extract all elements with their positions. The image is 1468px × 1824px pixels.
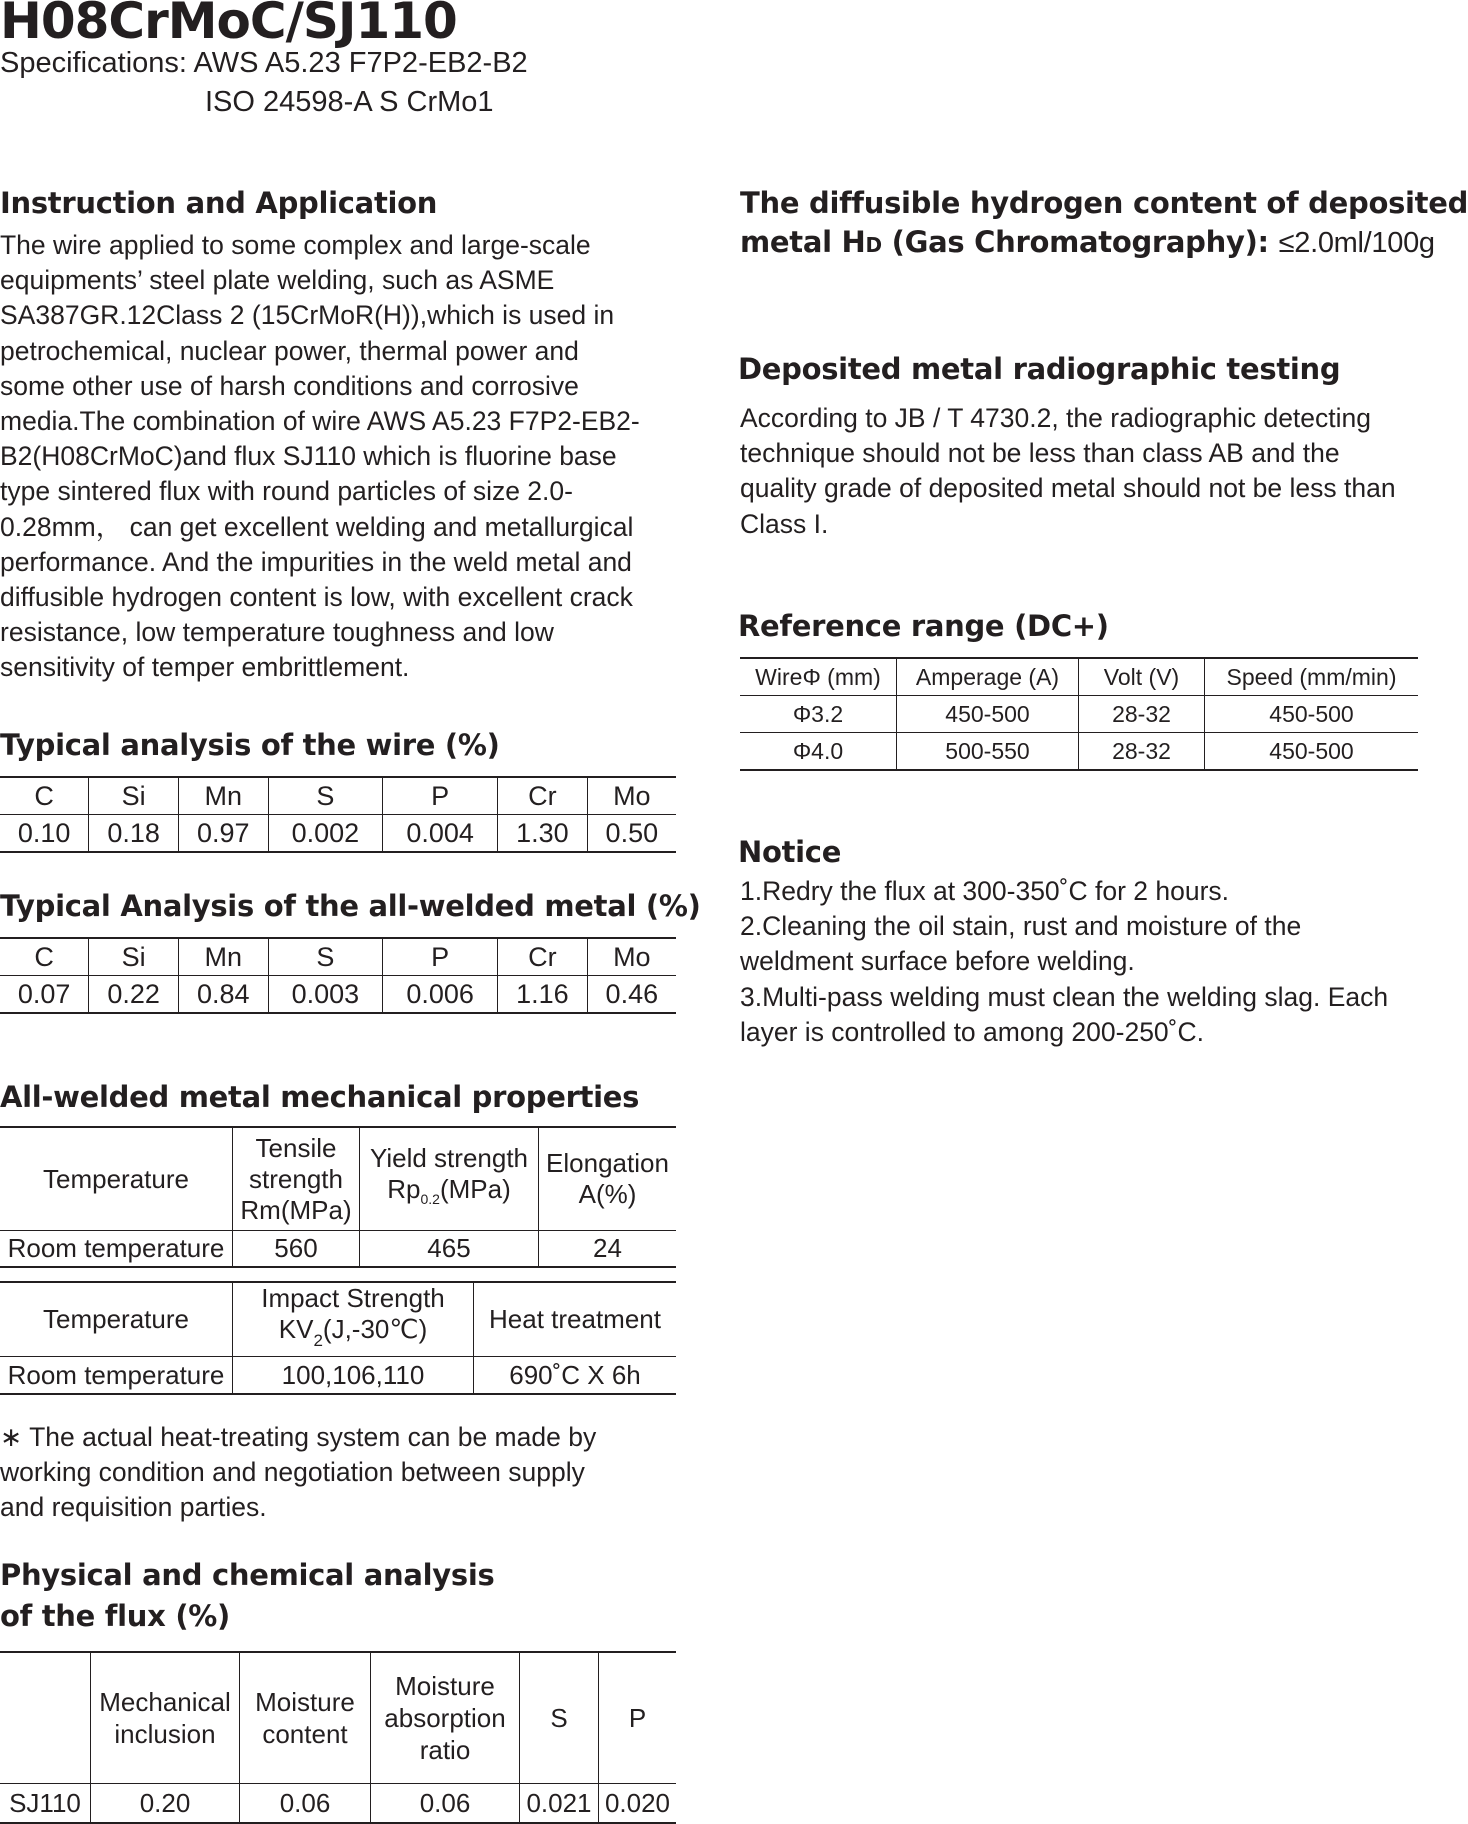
hydrogen-heading-line-1: The diffusible hydrogen content of deposited: [740, 186, 1468, 220]
instruction-line: equipments’ steel plate welding, such as ASME: [0, 265, 555, 296]
table-cell: 0.84: [178, 976, 268, 1014]
instruction-line: The wire applied to some complex and large-scale: [0, 230, 591, 260]
instruction-heading: Instruction and Application: [0, 186, 438, 220]
table-row: [0, 1784, 676, 1824]
heat-treat-note: [0, 1420, 596, 1526]
reference-table: [740, 657, 1418, 771]
table-cell: 100,106,110: [233, 1357, 474, 1395]
table-cell: 0.07: [17, 978, 71, 1009]
table-header-cell: Mn: [178, 938, 268, 976]
table-cell: 0.006: [383, 976, 498, 1014]
table-header-cell: Volt (V): [1079, 658, 1205, 696]
mechanical-heading: All-welded metal mechanical properties: [0, 1080, 640, 1114]
wire-analysis-table: [0, 776, 676, 853]
flux-analysis-table: [0, 1651, 676, 1824]
header-line: ratio: [419, 1735, 471, 1765]
header-line: Rm(MPa): [240, 1194, 352, 1225]
table-cell: SJ110: [9, 1788, 81, 1818]
table-header-cell: C: [0, 938, 89, 976]
note-line: ∗ The actual heat-treating system can be made by: [0, 1422, 597, 1452]
flux-heading-line-1: Physical and chemical analysis: [0, 1558, 495, 1592]
table-header-cell: [0, 1652, 91, 1784]
table-cell: 450-500: [1205, 696, 1419, 733]
table-header-cell: [91, 1652, 240, 1784]
radiographic-line: quality grade of deposited metal should not be less than: [740, 473, 1396, 504]
header-line: inclusion: [114, 1719, 216, 1749]
table-cell: 0.22: [89, 976, 179, 1014]
instruction-line: SA387GR.12Class 2 (15CrMoR(H)),which is used in: [0, 300, 615, 331]
instruction-line: performance. And the impurities in the weld metal and: [0, 546, 632, 577]
table-header-cell: Cr: [498, 938, 588, 976]
radiographic-text: [740, 401, 1396, 542]
header-text: (J,-30℃): [322, 1314, 428, 1344]
table-header-cell: WireΦ (mm): [755, 663, 881, 690]
note-line: and requisition parties.: [0, 1492, 267, 1523]
table-cell: 0.97: [178, 815, 268, 853]
table-cell: 690˚C X 6h: [474, 1357, 677, 1395]
radiographic-line: Class I.: [740, 508, 829, 539]
table-header-cell: Si: [89, 777, 179, 815]
table-header-cell: P: [383, 938, 498, 976]
instruction-line: some other use of harsh conditions and corrosive: [0, 370, 579, 401]
notice-line: weldment surface before welding.: [740, 946, 1135, 977]
flux-heading-line-2: of the flux (%): [0, 1599, 230, 1633]
table-header-cell: Cr: [498, 777, 588, 815]
header-line: [233, 1314, 473, 1356]
table-header-cell: [360, 1127, 539, 1231]
header-line: A(%): [578, 1179, 637, 1209]
table-header-cell: Temperature: [0, 1282, 233, 1357]
page-title: H08CrMoC/SJ110: [0, 0, 457, 50]
table-cell: 0.021: [520, 1784, 599, 1824]
table-cell: 560: [233, 1231, 360, 1268]
table-row: [0, 976, 676, 1014]
table-cell: 0.18: [89, 815, 179, 853]
table-header-cell: S: [520, 1652, 599, 1784]
table-cell: 1.30: [498, 815, 588, 853]
reference-heading: Reference range (DC+): [738, 609, 1109, 643]
instruction-line: B2(H08CrMoC)and flux SJ110 which is fluorine base: [0, 441, 617, 472]
table-header-cell: [539, 1127, 677, 1231]
header-text: (MPa): [439, 1174, 511, 1204]
table-cell: 24: [539, 1231, 677, 1268]
header-line: [360, 1174, 538, 1215]
header-line: Moisture: [255, 1687, 355, 1717]
notice-line: 1.Redry the flux at 300-350˚C for 2 hours.: [740, 876, 1230, 906]
instruction-line: resistance, low temperature toughness and low: [0, 617, 554, 648]
instruction-line: 0.28mm， can get excellent welding and metallurgical: [0, 511, 634, 542]
table-header-row: [0, 777, 676, 815]
table-header-row: [0, 938, 676, 976]
table-header-row: [0, 1652, 676, 1784]
hydrogen-value: ≤2.0ml/100g: [1278, 227, 1435, 259]
hydrogen-text: metal H: [740, 225, 866, 259]
table-header-row: [740, 658, 1418, 696]
table-header-cell: [233, 1282, 474, 1357]
specification-aws: AWS A5.23 F7P2-EB2-B2: [193, 47, 528, 79]
mechanical-table-tensile: [0, 1126, 676, 1268]
table-cell: 0.002: [268, 815, 383, 853]
table-header-cell: C: [0, 777, 89, 815]
table-cell: 465: [360, 1231, 539, 1268]
table-cell: 28-32: [1079, 696, 1205, 733]
table-cell: 450-500: [897, 696, 1079, 733]
table-cell: Room temperature: [7, 1233, 225, 1263]
subscript: 0.2: [420, 1191, 440, 1207]
table-header-cell: [240, 1652, 371, 1784]
table-header-cell: Temperature: [0, 1127, 233, 1231]
radiographic-line: According to JB / T 4730.2, the radiographic detecting: [740, 403, 1372, 433]
table-cell: 0.06: [371, 1784, 520, 1824]
instruction-line: sensitivity of temper embrittlement.: [0, 652, 410, 683]
hydrogen-subscript: D: [865, 233, 882, 257]
hydrogen-heading-line-2: [740, 225, 1435, 260]
table-header-cell: P: [383, 777, 498, 815]
table-header-cell: [371, 1652, 520, 1784]
table-header-cell: Heat treatment: [474, 1282, 677, 1357]
table-header-cell: Amperage (A): [897, 658, 1079, 696]
instruction-line: media.The combination of wire AWS A5.23 F7P2-EB2-: [0, 406, 640, 437]
instruction-line: petrochemical, nuclear power, thermal power and: [0, 335, 579, 366]
wire-analysis-heading: Typical analysis of the wire (%): [0, 728, 500, 762]
table-cell: Φ4.0: [740, 733, 897, 771]
table-cell: 500-550: [897, 733, 1079, 771]
radiographic-heading: Deposited metal radiographic testing: [738, 352, 1341, 386]
weld-analysis-heading: Typical Analysis of the all-welded metal (%): [0, 889, 701, 923]
table-header-row: [0, 1282, 676, 1357]
specifications-label: Specifications:: [0, 47, 187, 79]
table-row: [0, 815, 676, 853]
hydrogen-text: (Gas Chromatography):: [881, 225, 1269, 259]
mechanical-table-impact: [0, 1281, 676, 1395]
specifications-line-1: [0, 47, 528, 80]
table-cell: 0.20: [91, 1784, 240, 1824]
header-line: absorption: [384, 1703, 506, 1733]
table-header-cell: S: [268, 777, 383, 815]
header-line: strength: [249, 1163, 343, 1194]
table-cell: 0.10: [17, 817, 71, 848]
table-header-cell: P: [599, 1652, 677, 1784]
header-text: KV: [278, 1314, 314, 1344]
table-cell: 0.46: [587, 976, 676, 1014]
instruction-line: diffusible hydrogen content is low, with excellent crack: [0, 582, 633, 613]
table-header-cell: Si: [89, 938, 179, 976]
table-header-cell: [233, 1127, 360, 1231]
notice-text: [740, 874, 1388, 1050]
notice-line: 3.Multi-pass welding must clean the welding slag. Each: [740, 981, 1389, 1012]
table-header-row: [0, 1127, 676, 1231]
table-cell: 28-32: [1079, 733, 1205, 771]
radiographic-line: technique should not be less than class AB and the: [740, 438, 1340, 469]
header-line: Moisture: [395, 1671, 495, 1701]
header-line: Yield strength: [369, 1143, 529, 1173]
header-line: Elongation: [546, 1148, 669, 1178]
notice-heading: Notice: [738, 835, 842, 869]
specification-iso: ISO 24598-A S CrMo1: [205, 86, 494, 118]
table-cell: Room temperature: [7, 1359, 225, 1390]
instruction-line: type sintered flux with round particles of size 2.0-: [0, 476, 573, 507]
header-line: Tensile: [255, 1132, 337, 1163]
table-row: [740, 733, 1418, 771]
table-cell: 0.004: [383, 815, 498, 853]
table-header-cell: Mo: [587, 938, 676, 976]
subscript: 2: [313, 1331, 323, 1350]
weld-analysis-table: [0, 937, 676, 1014]
table-header-cell: Speed (mm/min): [1205, 658, 1419, 696]
header-line: Impact Strength: [261, 1283, 445, 1313]
table-row: [0, 1231, 676, 1268]
note-line: working condition and negotiation between supply: [0, 1457, 585, 1488]
table-header-cell: S: [268, 938, 383, 976]
table-header-cell: Mo: [587, 777, 676, 815]
table-row: [740, 696, 1418, 733]
table-cell: 0.003: [268, 976, 383, 1014]
table-header-cell: Mn: [178, 777, 268, 815]
instruction-text: [0, 228, 640, 686]
table-cell: 1.16: [498, 976, 588, 1014]
table-cell: Φ3.2: [740, 696, 897, 733]
table-cell: 0.50: [587, 815, 676, 853]
table-row: [0, 1357, 676, 1395]
notice-line: 2.Cleaning the oil stain, rust and moisture of the: [740, 911, 1302, 942]
table-cell: 450-500: [1205, 733, 1419, 771]
notice-line: layer is controlled to among 200-250˚C.: [740, 1016, 1204, 1047]
header-line: Mechanical: [99, 1687, 231, 1717]
header-line: content: [262, 1719, 348, 1749]
table-cell: 0.020: [599, 1784, 677, 1824]
header-text: Rp: [387, 1174, 421, 1204]
table-cell: 0.06: [240, 1784, 371, 1824]
